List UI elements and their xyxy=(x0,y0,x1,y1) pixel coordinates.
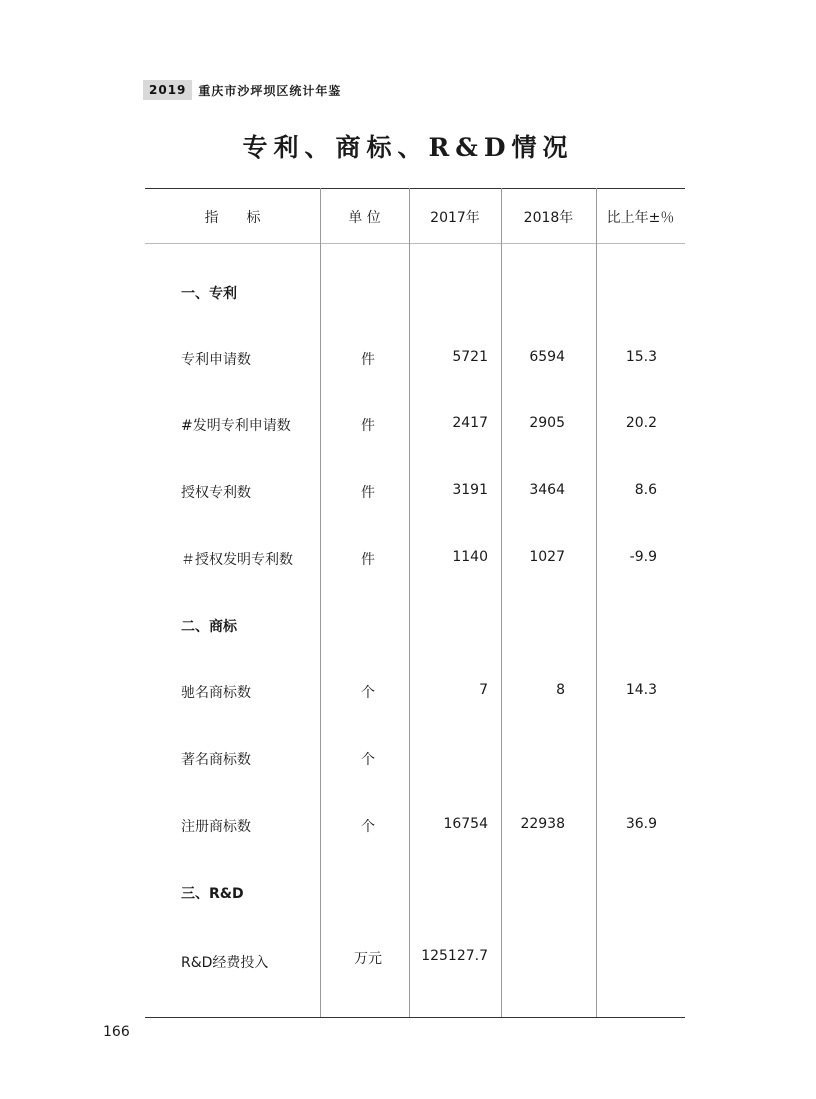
row-change: 15.3 xyxy=(625,349,657,365)
column-divider xyxy=(596,188,597,1017)
row-label: 驰名商标数 xyxy=(181,685,251,701)
row-value-2017: 5721 xyxy=(452,349,488,365)
row-change: 20.2 xyxy=(625,415,657,431)
column-divider xyxy=(409,188,410,1017)
row-unit: 件 xyxy=(361,352,375,368)
row-label: ＃授权发明专利数 xyxy=(181,552,293,568)
column-header-unit: 单 位 xyxy=(348,210,381,226)
row-unit: 个 xyxy=(361,819,375,835)
row-unit: 个 xyxy=(361,685,375,701)
row-value-2018: 3464 xyxy=(529,482,565,498)
row-value-2017: 3191 xyxy=(452,482,488,498)
row-value-2017: 7 xyxy=(479,682,488,698)
page-title: 专利、商标、R&D情况 xyxy=(242,133,574,162)
row-value-2018: 2905 xyxy=(529,415,565,431)
row-label: 三、R&D xyxy=(181,886,244,902)
row-value-2018: 8 xyxy=(556,682,565,698)
row-unit: 件 xyxy=(361,418,375,434)
row-change: 36.9 xyxy=(625,816,657,832)
column-divider xyxy=(501,188,502,1017)
header-title: 重庆市沙坪坝区统计年鉴 xyxy=(198,83,342,98)
header-year: 2019 xyxy=(143,80,192,100)
column-divider xyxy=(320,188,321,1017)
row-label: 专利申请数 xyxy=(181,352,251,368)
row-value-2018: 22938 xyxy=(520,816,565,832)
header-divider xyxy=(145,243,685,244)
row-change: 14.3 xyxy=(625,682,657,698)
row-change: 8.6 xyxy=(634,482,657,498)
row-unit: 件 xyxy=(361,552,375,568)
row-value-2017: 125127.7 xyxy=(421,948,488,964)
column-header-indicator: 指 标 xyxy=(204,210,261,226)
row-change: -9.9 xyxy=(629,549,657,565)
row-label: 一、专利 xyxy=(181,286,237,302)
row-value-2018: 1027 xyxy=(529,549,565,565)
row-unit: 万元 xyxy=(354,951,382,967)
row-label: 授权专利数 xyxy=(181,485,251,501)
row-unit: 个 xyxy=(361,752,375,768)
column-header-2017: 2017年 xyxy=(430,210,480,226)
page-number: 166 xyxy=(103,1024,130,1040)
row-label: 注册商标数 xyxy=(181,819,251,835)
row-value-2017: 1140 xyxy=(452,549,488,565)
row-label: 著名商标数 xyxy=(181,752,251,768)
row-unit: 件 xyxy=(361,485,375,501)
row-label: R&D经费投入 xyxy=(181,955,269,971)
row-value-2017: 2417 xyxy=(452,415,488,431)
row-value-2018: 6594 xyxy=(529,349,565,365)
column-header-2018: 2018年 xyxy=(523,210,574,226)
row-label: #发明专利申请数 xyxy=(181,418,291,434)
row-label: 二、商标 xyxy=(181,619,237,635)
table-bottom-rule xyxy=(145,1017,685,1018)
column-header-change: 比上年±％ xyxy=(606,210,675,226)
table-top-rule xyxy=(145,188,685,189)
row-value-2017: 16754 xyxy=(443,816,488,832)
running-header xyxy=(143,80,341,100)
